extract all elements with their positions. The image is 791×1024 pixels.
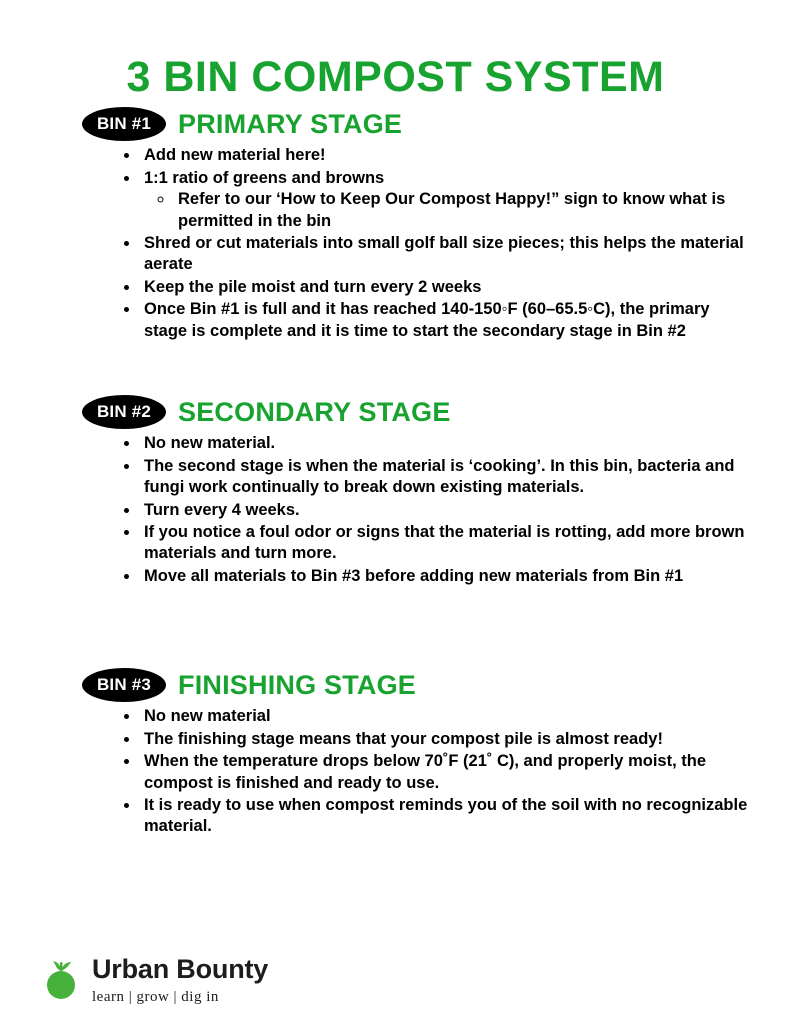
list-item	[140, 233, 751, 276]
list-item-text: If you notice a foul odor or signs that the material is rotting, add more brown materials and turn more.	[144, 522, 745, 563]
section-list-bin-2	[40, 433, 751, 587]
list-item	[140, 522, 751, 565]
section-bin-2	[40, 395, 751, 587]
list-item-text: The second stage is when the material is ‘cooking’. In this bin, bacteria and fungi work continually to break down existing materials.	[144, 456, 735, 497]
list-item-text: It is ready to use when compost reminds you of the soil with no recognizable material.	[144, 796, 748, 836]
section-header-bin-3	[82, 668, 751, 702]
spacer	[40, 636, 751, 664]
list-item-text: Refer to our ‘How to Keep Our Compost Happy!” sign to know what is permitted in the bin	[178, 190, 726, 230]
list-item	[140, 456, 751, 499]
section-header-bin-2	[82, 395, 751, 429]
sub-list	[144, 189, 751, 232]
footer-text	[92, 954, 268, 1006]
section-title-bin-2: SECONDARY STAGE	[178, 396, 451, 427]
list-item-text: 1:1 ratio of greens and browns	[144, 168, 385, 187]
list-item-text: Keep the pile moist and turn every 2 weeks	[144, 277, 482, 296]
section-list-bin-3	[40, 706, 751, 838]
list-item-text: No new material	[144, 707, 271, 726]
list-item-text: Turn every 4 weeks.	[144, 500, 300, 519]
list-item-text: No new material.	[144, 434, 276, 453]
section-list-bin-1	[40, 145, 751, 342]
section-bin-3	[40, 668, 751, 838]
section-bin-1	[40, 107, 751, 342]
list-item	[140, 751, 751, 794]
section-header-bin-1	[82, 107, 751, 141]
bin-badge-2: BIN #2	[82, 395, 166, 429]
brand-name: Urban Bounty	[92, 954, 269, 984]
bin-badge-1: BIN #1	[82, 107, 166, 141]
list-item	[140, 729, 751, 750]
list-item-text: The finishing stage means that your compost pile is almost ready!	[144, 729, 663, 748]
list-item-text: Shred or cut materials into small golf ball size pieces; this helps the material aerate	[144, 234, 744, 274]
list-item-text: Once Bin #1 is full and it has reached 140-150◦F (60–65.5◦C), the primary stage is complete and it is time to start the secondary stage in Bin #2	[144, 300, 710, 340]
page-title: 3 BIN COMPOST SYSTEM	[126, 53, 665, 101]
section-title-bin-3: FINISHING STAGE	[178, 669, 417, 700]
list-item	[140, 500, 751, 521]
brand-tagline: learn | grow | dig in	[92, 989, 219, 1005]
list-item	[140, 299, 751, 342]
list-item-text: Move all materials to Bin #3 before adding new materials from Bin #1	[144, 566, 684, 585]
list-item	[140, 277, 751, 298]
list-item-text: Add new material here!	[144, 146, 326, 165]
spacer	[40, 343, 751, 391]
spacer	[40, 588, 751, 636]
tomato-icon	[40, 954, 82, 1002]
bin-badge-3: BIN #3	[82, 668, 166, 702]
list-item	[140, 706, 751, 727]
list-item	[174, 189, 751, 232]
list-item	[140, 433, 751, 454]
list-item	[140, 168, 751, 232]
list-item	[140, 566, 751, 587]
list-item	[140, 795, 751, 838]
footer-logo	[40, 954, 268, 1006]
list-item-text: When the temperature drops below 70˚F (21˚ C), and properly moist, the compost is finished and ready to use.	[144, 752, 706, 792]
section-title-bin-1: PRIMARY STAGE	[178, 108, 403, 139]
list-item	[140, 145, 751, 166]
